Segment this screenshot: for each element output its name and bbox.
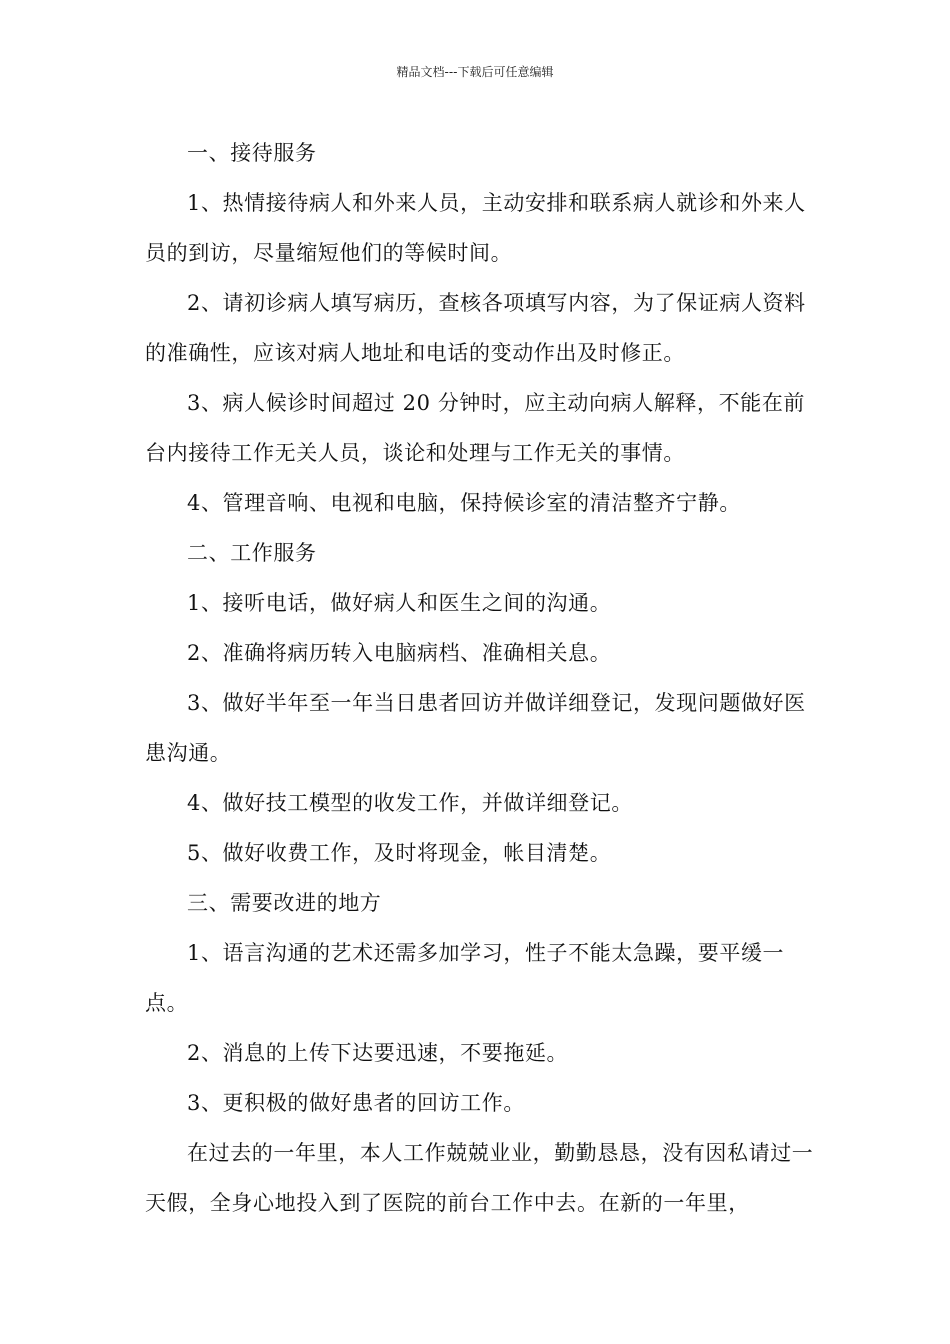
section-heading-work-service: 二、工作服务 [187, 541, 317, 565]
paragraph: 2、请初诊病人填写病历，查核各项填写内容，为了保证病人资料的准确性，应该对病人地址和电话的变动作出及时修正。 [145, 291, 806, 365]
paragraph: 1、热情接待病人和外来人员，主动安排和联系病人就诊和外来人员的到访，尽量缩短他们的等候时间。 [145, 191, 806, 265]
section-heading-reception: 一、接待服务 [187, 141, 317, 165]
document-body [145, 128, 825, 1228]
paragraph: 4、做好技工模型的收发工作，并做详细登记。 [187, 791, 633, 815]
paragraph: 3、病人候诊时间超过 20 分钟时，应主动向病人解释，不能在前台内接待工作无关人员，谈论和处理与工作无关的事情。 [145, 391, 806, 465]
paragraph: 2、消息的上传下达要迅速，不要拖延。 [187, 1041, 569, 1065]
section-heading-improvements: 三、需要改进的地方 [187, 891, 382, 915]
paragraph: 在过去的一年里，本人工作兢兢业业，勤勤恳恳，没有因私请过一天假，全身心地投入到了医院的前台工作中去。在新的一年里， [145, 1141, 814, 1215]
paragraph: 2、准确将病历转入电脑病档、准确相关息。 [187, 641, 612, 665]
page-header: 精品文档---下载后可任意编辑 [396, 65, 554, 79]
paragraph: 1、接听电话，做好病人和医生之间的沟通。 [187, 591, 612, 615]
paragraph: 3、做好半年至一年当日患者回访并做详细登记，发现问题做好医患沟通。 [145, 691, 806, 765]
paragraph: 1、语言沟通的艺术还需多加学习，性子不能太急躁，要平缓一点。 [145, 941, 785, 1015]
paragraph: 4、管理音响、电视和电脑，保持候诊室的清洁整齐宁静。 [187, 491, 741, 515]
paragraph: 5、做好收费工作，及时将现金，帐目清楚。 [187, 841, 612, 865]
paragraph: 3、更积极的做好患者的回访工作。 [187, 1091, 525, 1115]
